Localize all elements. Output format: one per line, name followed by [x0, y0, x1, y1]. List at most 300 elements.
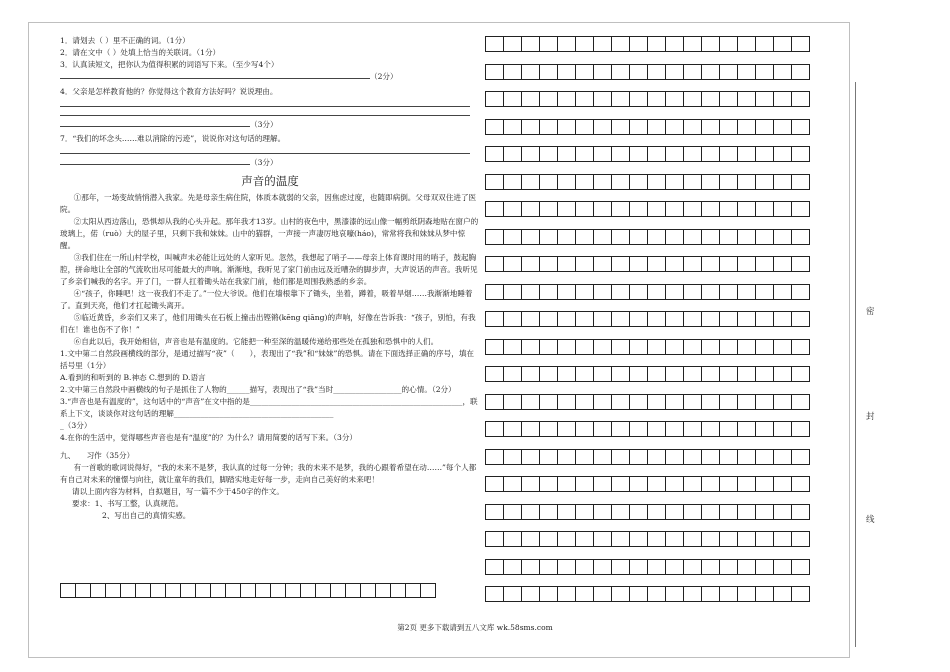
grid-cell[interactable] — [575, 201, 594, 217]
grid-cell[interactable] — [647, 559, 666, 575]
grid-cell[interactable] — [683, 586, 702, 602]
grid-cell[interactable] — [255, 583, 271, 598]
grid-cell[interactable] — [611, 284, 630, 300]
grid-cell[interactable] — [647, 229, 666, 245]
grid-cell[interactable] — [629, 504, 648, 520]
grid-cell[interactable] — [737, 504, 756, 520]
grid-cell[interactable] — [521, 531, 540, 547]
grid-cell[interactable] — [575, 586, 594, 602]
grid-cell[interactable] — [737, 339, 756, 355]
grid-cell[interactable] — [485, 64, 504, 80]
grid-cell[interactable] — [629, 64, 648, 80]
grid-cell[interactable] — [629, 201, 648, 217]
grid-cell[interactable] — [557, 174, 576, 190]
grid-cell[interactable] — [737, 119, 756, 135]
grid-cell[interactable] — [719, 449, 738, 465]
grid-cell[interactable] — [503, 201, 522, 217]
grid-cell[interactable] — [503, 421, 522, 437]
grid-cell[interactable] — [701, 449, 720, 465]
grid-cell[interactable] — [575, 476, 594, 492]
grid-cell[interactable] — [755, 229, 774, 245]
grid-cell[interactable] — [521, 504, 540, 520]
grid-cell[interactable] — [521, 559, 540, 575]
grid-cell[interactable] — [557, 64, 576, 80]
grid-cell[interactable] — [557, 256, 576, 272]
grid-cell[interactable] — [701, 256, 720, 272]
grid-cell[interactable] — [539, 201, 558, 217]
grid-cell[interactable] — [485, 146, 504, 162]
grid-cell[interactable] — [521, 146, 540, 162]
grid-cell[interactable] — [629, 174, 648, 190]
grid-cell[interactable] — [485, 531, 504, 547]
grid-cell[interactable] — [575, 64, 594, 80]
grid-cell[interactable] — [647, 284, 666, 300]
grid-cell[interactable] — [557, 229, 576, 245]
grid-cell[interactable] — [791, 311, 810, 327]
grid-cell[interactable] — [611, 476, 630, 492]
grid-cell[interactable] — [539, 504, 558, 520]
grid-cell[interactable] — [791, 476, 810, 492]
grid-cell[interactable] — [791, 146, 810, 162]
grid-cell[interactable] — [539, 64, 558, 80]
grid-cell[interactable] — [647, 476, 666, 492]
grid-cell[interactable] — [135, 583, 151, 598]
grid-cell[interactable] — [120, 583, 136, 598]
grid-cell[interactable] — [701, 586, 720, 602]
grid-cell[interactable] — [485, 284, 504, 300]
grid-cell[interactable] — [701, 146, 720, 162]
grid-cell[interactable] — [539, 256, 558, 272]
grid-cell[interactable] — [773, 284, 792, 300]
grid-cell[interactable] — [521, 449, 540, 465]
grid-cell[interactable] — [557, 394, 576, 410]
grid-cell[interactable] — [503, 311, 522, 327]
grid-cell[interactable] — [773, 311, 792, 327]
grid-cell[interactable] — [503, 476, 522, 492]
grid-cell[interactable] — [165, 583, 181, 598]
grid-cell[interactable] — [773, 586, 792, 602]
grid-cell[interactable] — [485, 229, 504, 245]
grid-cell[interactable] — [701, 119, 720, 135]
grid-cell[interactable] — [485, 421, 504, 437]
grid-cell[interactable] — [629, 229, 648, 245]
grid-cell[interactable] — [683, 394, 702, 410]
grid-cell[interactable] — [791, 174, 810, 190]
grid-cell[interactable] — [719, 421, 738, 437]
grid-cell[interactable] — [629, 36, 648, 52]
grid-cell[interactable] — [593, 174, 612, 190]
grid-cell[interactable] — [737, 36, 756, 52]
grid-cell[interactable] — [611, 201, 630, 217]
grid-cell[interactable] — [575, 146, 594, 162]
grid-cell[interactable] — [611, 229, 630, 245]
grid-cell[interactable] — [521, 394, 540, 410]
grid-cell[interactable] — [701, 64, 720, 80]
grid-cell[interactable] — [755, 559, 774, 575]
grid-cell[interactable] — [485, 504, 504, 520]
grid-cell[interactable] — [773, 476, 792, 492]
grid-cell[interactable] — [719, 586, 738, 602]
grid-cell[interactable] — [683, 284, 702, 300]
grid-cell[interactable] — [593, 366, 612, 382]
grid-cell[interactable] — [611, 36, 630, 52]
grid-cell[interactable] — [737, 421, 756, 437]
grid-cell[interactable] — [557, 284, 576, 300]
grid-cell[interactable] — [647, 586, 666, 602]
grid-cell[interactable] — [557, 586, 576, 602]
grid-cell[interactable] — [485, 174, 504, 190]
grid-cell[interactable] — [683, 91, 702, 107]
grid-cell[interactable] — [521, 366, 540, 382]
grid-cell[interactable] — [647, 146, 666, 162]
grid-cell[interactable] — [521, 339, 540, 355]
grid-cell[interactable] — [665, 559, 684, 575]
grid-cell[interactable] — [791, 119, 810, 135]
grid-cell[interactable] — [557, 146, 576, 162]
grid-cell[interactable] — [575, 531, 594, 547]
grid-cell[interactable] — [737, 201, 756, 217]
grid-cell[interactable] — [557, 504, 576, 520]
grid-cell[interactable] — [683, 476, 702, 492]
grid-cell[interactable] — [629, 256, 648, 272]
grid-cell[interactable] — [485, 559, 504, 575]
grid-cell[interactable] — [755, 476, 774, 492]
grid-cell[interactable] — [665, 91, 684, 107]
grid-cell[interactable] — [611, 174, 630, 190]
grid-cell[interactable] — [701, 504, 720, 520]
grid-cell[interactable] — [683, 559, 702, 575]
grid-cell[interactable] — [611, 504, 630, 520]
grid-cell[interactable] — [737, 531, 756, 547]
grid-cell[interactable] — [773, 146, 792, 162]
grid-cell[interactable] — [701, 36, 720, 52]
grid-cell[interactable] — [629, 531, 648, 547]
grid-cell[interactable] — [150, 583, 166, 598]
grid-cell[interactable] — [539, 421, 558, 437]
grid-cell[interactable] — [791, 366, 810, 382]
grid-cell[interactable] — [773, 91, 792, 107]
grid-cell[interactable] — [503, 504, 522, 520]
grid-cell[interactable] — [719, 559, 738, 575]
grid-cell[interactable] — [773, 449, 792, 465]
grid-cell[interactable] — [557, 421, 576, 437]
grid-cell[interactable] — [593, 146, 612, 162]
grid-cell[interactable] — [701, 339, 720, 355]
grid-cell[interactable] — [701, 229, 720, 245]
grid-cell[interactable] — [611, 531, 630, 547]
grid-cell[interactable] — [683, 201, 702, 217]
grid-cell[interactable] — [773, 256, 792, 272]
grid-cell[interactable] — [665, 229, 684, 245]
grid-cell[interactable] — [75, 583, 91, 598]
grid-cell[interactable] — [737, 311, 756, 327]
grid-cell[interactable] — [575, 559, 594, 575]
grid-cell[interactable] — [737, 64, 756, 80]
grid-cell[interactable] — [701, 91, 720, 107]
grid-cell[interactable] — [791, 586, 810, 602]
grid-cell[interactable] — [90, 583, 106, 598]
grid-cell[interactable] — [683, 531, 702, 547]
grid-cell[interactable] — [557, 311, 576, 327]
grid-cell[interactable] — [773, 559, 792, 575]
grid-cell[interactable] — [791, 421, 810, 437]
grid-cell[interactable] — [665, 394, 684, 410]
grid-cell[interactable] — [521, 284, 540, 300]
grid-cell[interactable] — [755, 394, 774, 410]
grid-cell[interactable] — [485, 394, 504, 410]
grid-cell[interactable] — [665, 64, 684, 80]
grid-cell[interactable] — [485, 256, 504, 272]
grid-cell[interactable] — [611, 449, 630, 465]
grid-cell[interactable] — [521, 119, 540, 135]
grid-cell[interactable] — [593, 339, 612, 355]
grid-cell[interactable] — [593, 256, 612, 272]
grid-cell[interactable] — [701, 284, 720, 300]
grid-cell[interactable] — [593, 586, 612, 602]
grid-cell[interactable] — [240, 583, 256, 598]
grid-cell[interactable] — [611, 421, 630, 437]
grid-cell[interactable] — [521, 174, 540, 190]
grid-cell[interactable] — [701, 394, 720, 410]
grid-cell[interactable] — [575, 36, 594, 52]
grid-cell[interactable] — [485, 201, 504, 217]
grid-cell[interactable] — [330, 583, 346, 598]
grid-cell[interactable] — [791, 36, 810, 52]
grid-cell[interactable] — [647, 36, 666, 52]
grid-cell[interactable] — [629, 146, 648, 162]
grid-cell[interactable] — [557, 201, 576, 217]
grid-cell[interactable] — [755, 256, 774, 272]
grid-cell[interactable] — [521, 586, 540, 602]
grid-cell[interactable] — [773, 421, 792, 437]
grid-cell[interactable] — [755, 366, 774, 382]
grid-cell[interactable] — [485, 366, 504, 382]
grid-cell[interactable] — [575, 449, 594, 465]
grid-cell[interactable] — [755, 586, 774, 602]
grid-cell[interactable] — [539, 449, 558, 465]
grid-cell[interactable] — [755, 146, 774, 162]
grid-cell[interactable] — [575, 504, 594, 520]
answer-line[interactable] — [60, 106, 470, 107]
grid-cell[interactable] — [665, 174, 684, 190]
grid-cell[interactable] — [593, 119, 612, 135]
grid-cell[interactable] — [575, 174, 594, 190]
grid-cell[interactable] — [773, 366, 792, 382]
grid-cell[interactable] — [791, 256, 810, 272]
grid-cell[interactable] — [647, 339, 666, 355]
grid-cell[interactable] — [647, 174, 666, 190]
grid-cell[interactable] — [791, 531, 810, 547]
grid-cell[interactable] — [737, 229, 756, 245]
grid-cell[interactable] — [719, 91, 738, 107]
grid-cell[interactable] — [575, 421, 594, 437]
grid-cell[interactable] — [791, 91, 810, 107]
grid-cell[interactable] — [539, 229, 558, 245]
grid-cell[interactable] — [557, 339, 576, 355]
grid-cell[interactable] — [629, 559, 648, 575]
grid-cell[interactable] — [665, 201, 684, 217]
grid-cell[interactable] — [593, 476, 612, 492]
grid-cell[interactable] — [791, 339, 810, 355]
grid-cell[interactable] — [665, 284, 684, 300]
grid-cell[interactable] — [647, 119, 666, 135]
grid-cell[interactable] — [665, 339, 684, 355]
grid-cell[interactable] — [719, 64, 738, 80]
grid-cell[interactable] — [791, 229, 810, 245]
grid-cell[interactable] — [611, 394, 630, 410]
grid-cell[interactable] — [719, 256, 738, 272]
grid-cell[interactable] — [575, 229, 594, 245]
grid-cell[interactable] — [773, 36, 792, 52]
grid-cell[interactable] — [270, 583, 286, 598]
grid-cell[interactable] — [755, 64, 774, 80]
grid-cell[interactable] — [737, 449, 756, 465]
grid-cell[interactable] — [539, 119, 558, 135]
grid-cell[interactable] — [629, 311, 648, 327]
grid-cell[interactable] — [539, 91, 558, 107]
grid-cell[interactable] — [719, 36, 738, 52]
grid-cell[interactable] — [647, 91, 666, 107]
grid-cell[interactable] — [791, 201, 810, 217]
grid-cell[interactable] — [683, 311, 702, 327]
grid-cell[interactable] — [180, 583, 196, 598]
question-4-answer-line[interactable] — [60, 119, 480, 131]
grid-cell[interactable] — [503, 394, 522, 410]
grid-cell[interactable] — [665, 256, 684, 272]
grid-cell[interactable] — [701, 366, 720, 382]
grid-cell[interactable] — [539, 476, 558, 492]
grid-cell[interactable] — [557, 449, 576, 465]
grid-cell[interactable] — [575, 91, 594, 107]
grid-cell[interactable] — [611, 586, 630, 602]
grid-cell[interactable] — [773, 339, 792, 355]
grid-cell[interactable] — [791, 284, 810, 300]
grid-cell[interactable] — [719, 504, 738, 520]
grid-cell[interactable] — [611, 366, 630, 382]
grid-cell[interactable] — [683, 174, 702, 190]
grid-cell[interactable] — [755, 284, 774, 300]
grid-cell[interactable] — [683, 421, 702, 437]
grid-cell[interactable] — [629, 586, 648, 602]
grid-cell[interactable] — [719, 119, 738, 135]
grid-cell[interactable] — [773, 531, 792, 547]
grid-cell[interactable] — [791, 559, 810, 575]
grid-cell[interactable] — [315, 583, 331, 598]
grid-cell[interactable] — [683, 449, 702, 465]
grid-cell[interactable] — [755, 504, 774, 520]
grid-cell[interactable] — [539, 586, 558, 602]
grid-cell[interactable] — [611, 64, 630, 80]
grid-cell[interactable] — [629, 394, 648, 410]
grid-cell[interactable] — [485, 311, 504, 327]
answer-line[interactable] — [60, 153, 470, 154]
grid-cell[interactable] — [629, 449, 648, 465]
grid-cell[interactable] — [503, 366, 522, 382]
grid-cell[interactable] — [539, 531, 558, 547]
grid-cell[interactable] — [701, 421, 720, 437]
grid-cell[interactable] — [665, 531, 684, 547]
grid-cell[interactable] — [575, 119, 594, 135]
grid-cell[interactable] — [647, 201, 666, 217]
grid-cell[interactable] — [300, 583, 316, 598]
grid-cell[interactable] — [593, 229, 612, 245]
grid-cell[interactable] — [647, 531, 666, 547]
grid-cell[interactable] — [755, 531, 774, 547]
grid-cell[interactable] — [521, 229, 540, 245]
grid-cell[interactable] — [773, 174, 792, 190]
grid-cell[interactable] — [737, 91, 756, 107]
grid-cell[interactable] — [665, 504, 684, 520]
grid-cell[interactable] — [791, 504, 810, 520]
grid-cell[interactable] — [719, 146, 738, 162]
grid-cell[interactable] — [360, 583, 376, 598]
grid-cell[interactable] — [647, 449, 666, 465]
grid-cell[interactable] — [105, 583, 121, 598]
grid-cell[interactable] — [719, 366, 738, 382]
grid-cell[interactable] — [755, 174, 774, 190]
grid-cell[interactable] — [719, 284, 738, 300]
grid-cell[interactable] — [611, 339, 630, 355]
grid-cell[interactable] — [503, 256, 522, 272]
grid-cell[interactable] — [557, 36, 576, 52]
grid-cell[interactable] — [683, 64, 702, 80]
grid-cell[interactable] — [719, 311, 738, 327]
grid-cell[interactable] — [791, 449, 810, 465]
grid-cell[interactable] — [755, 311, 774, 327]
grid-cell[interactable] — [503, 284, 522, 300]
grid-cell[interactable] — [647, 504, 666, 520]
grid-cell[interactable] — [503, 229, 522, 245]
grid-cell[interactable] — [647, 64, 666, 80]
grid-cell[interactable] — [647, 256, 666, 272]
grid-cell[interactable] — [503, 64, 522, 80]
grid-cell[interactable] — [611, 91, 630, 107]
grid-cell[interactable] — [557, 531, 576, 547]
grid-cell[interactable] — [755, 91, 774, 107]
grid-cell[interactable] — [737, 394, 756, 410]
grid-cell[interactable] — [611, 559, 630, 575]
grid-cell[interactable] — [683, 256, 702, 272]
grid-cell[interactable] — [755, 421, 774, 437]
grid-cell[interactable] — [719, 174, 738, 190]
grid-cell[interactable] — [539, 311, 558, 327]
grid-cell[interactable] — [503, 559, 522, 575]
grid-cell[interactable] — [611, 311, 630, 327]
grid-cell[interactable] — [521, 201, 540, 217]
grid-cell[interactable] — [521, 36, 540, 52]
grid-cell[interactable] — [593, 311, 612, 327]
grid-cell[interactable] — [611, 119, 630, 135]
grid-cell[interactable] — [683, 229, 702, 245]
grid-cell[interactable] — [575, 394, 594, 410]
grid-cell[interactable] — [665, 449, 684, 465]
grid-cell[interactable] — [737, 586, 756, 602]
grid-cell[interactable] — [503, 36, 522, 52]
grid-cell[interactable] — [503, 449, 522, 465]
grid-cell[interactable] — [701, 531, 720, 547]
grid-cell[interactable] — [557, 476, 576, 492]
grid-cell[interactable] — [719, 394, 738, 410]
grid-cell[interactable] — [539, 284, 558, 300]
grid-cell[interactable] — [539, 146, 558, 162]
grid-cell[interactable] — [737, 256, 756, 272]
grid-cell[interactable] — [485, 339, 504, 355]
grid-cell[interactable] — [773, 504, 792, 520]
grid-cell[interactable] — [557, 119, 576, 135]
grid-cell[interactable] — [665, 311, 684, 327]
grid-cell[interactable] — [210, 583, 226, 598]
grid-cell[interactable] — [485, 119, 504, 135]
